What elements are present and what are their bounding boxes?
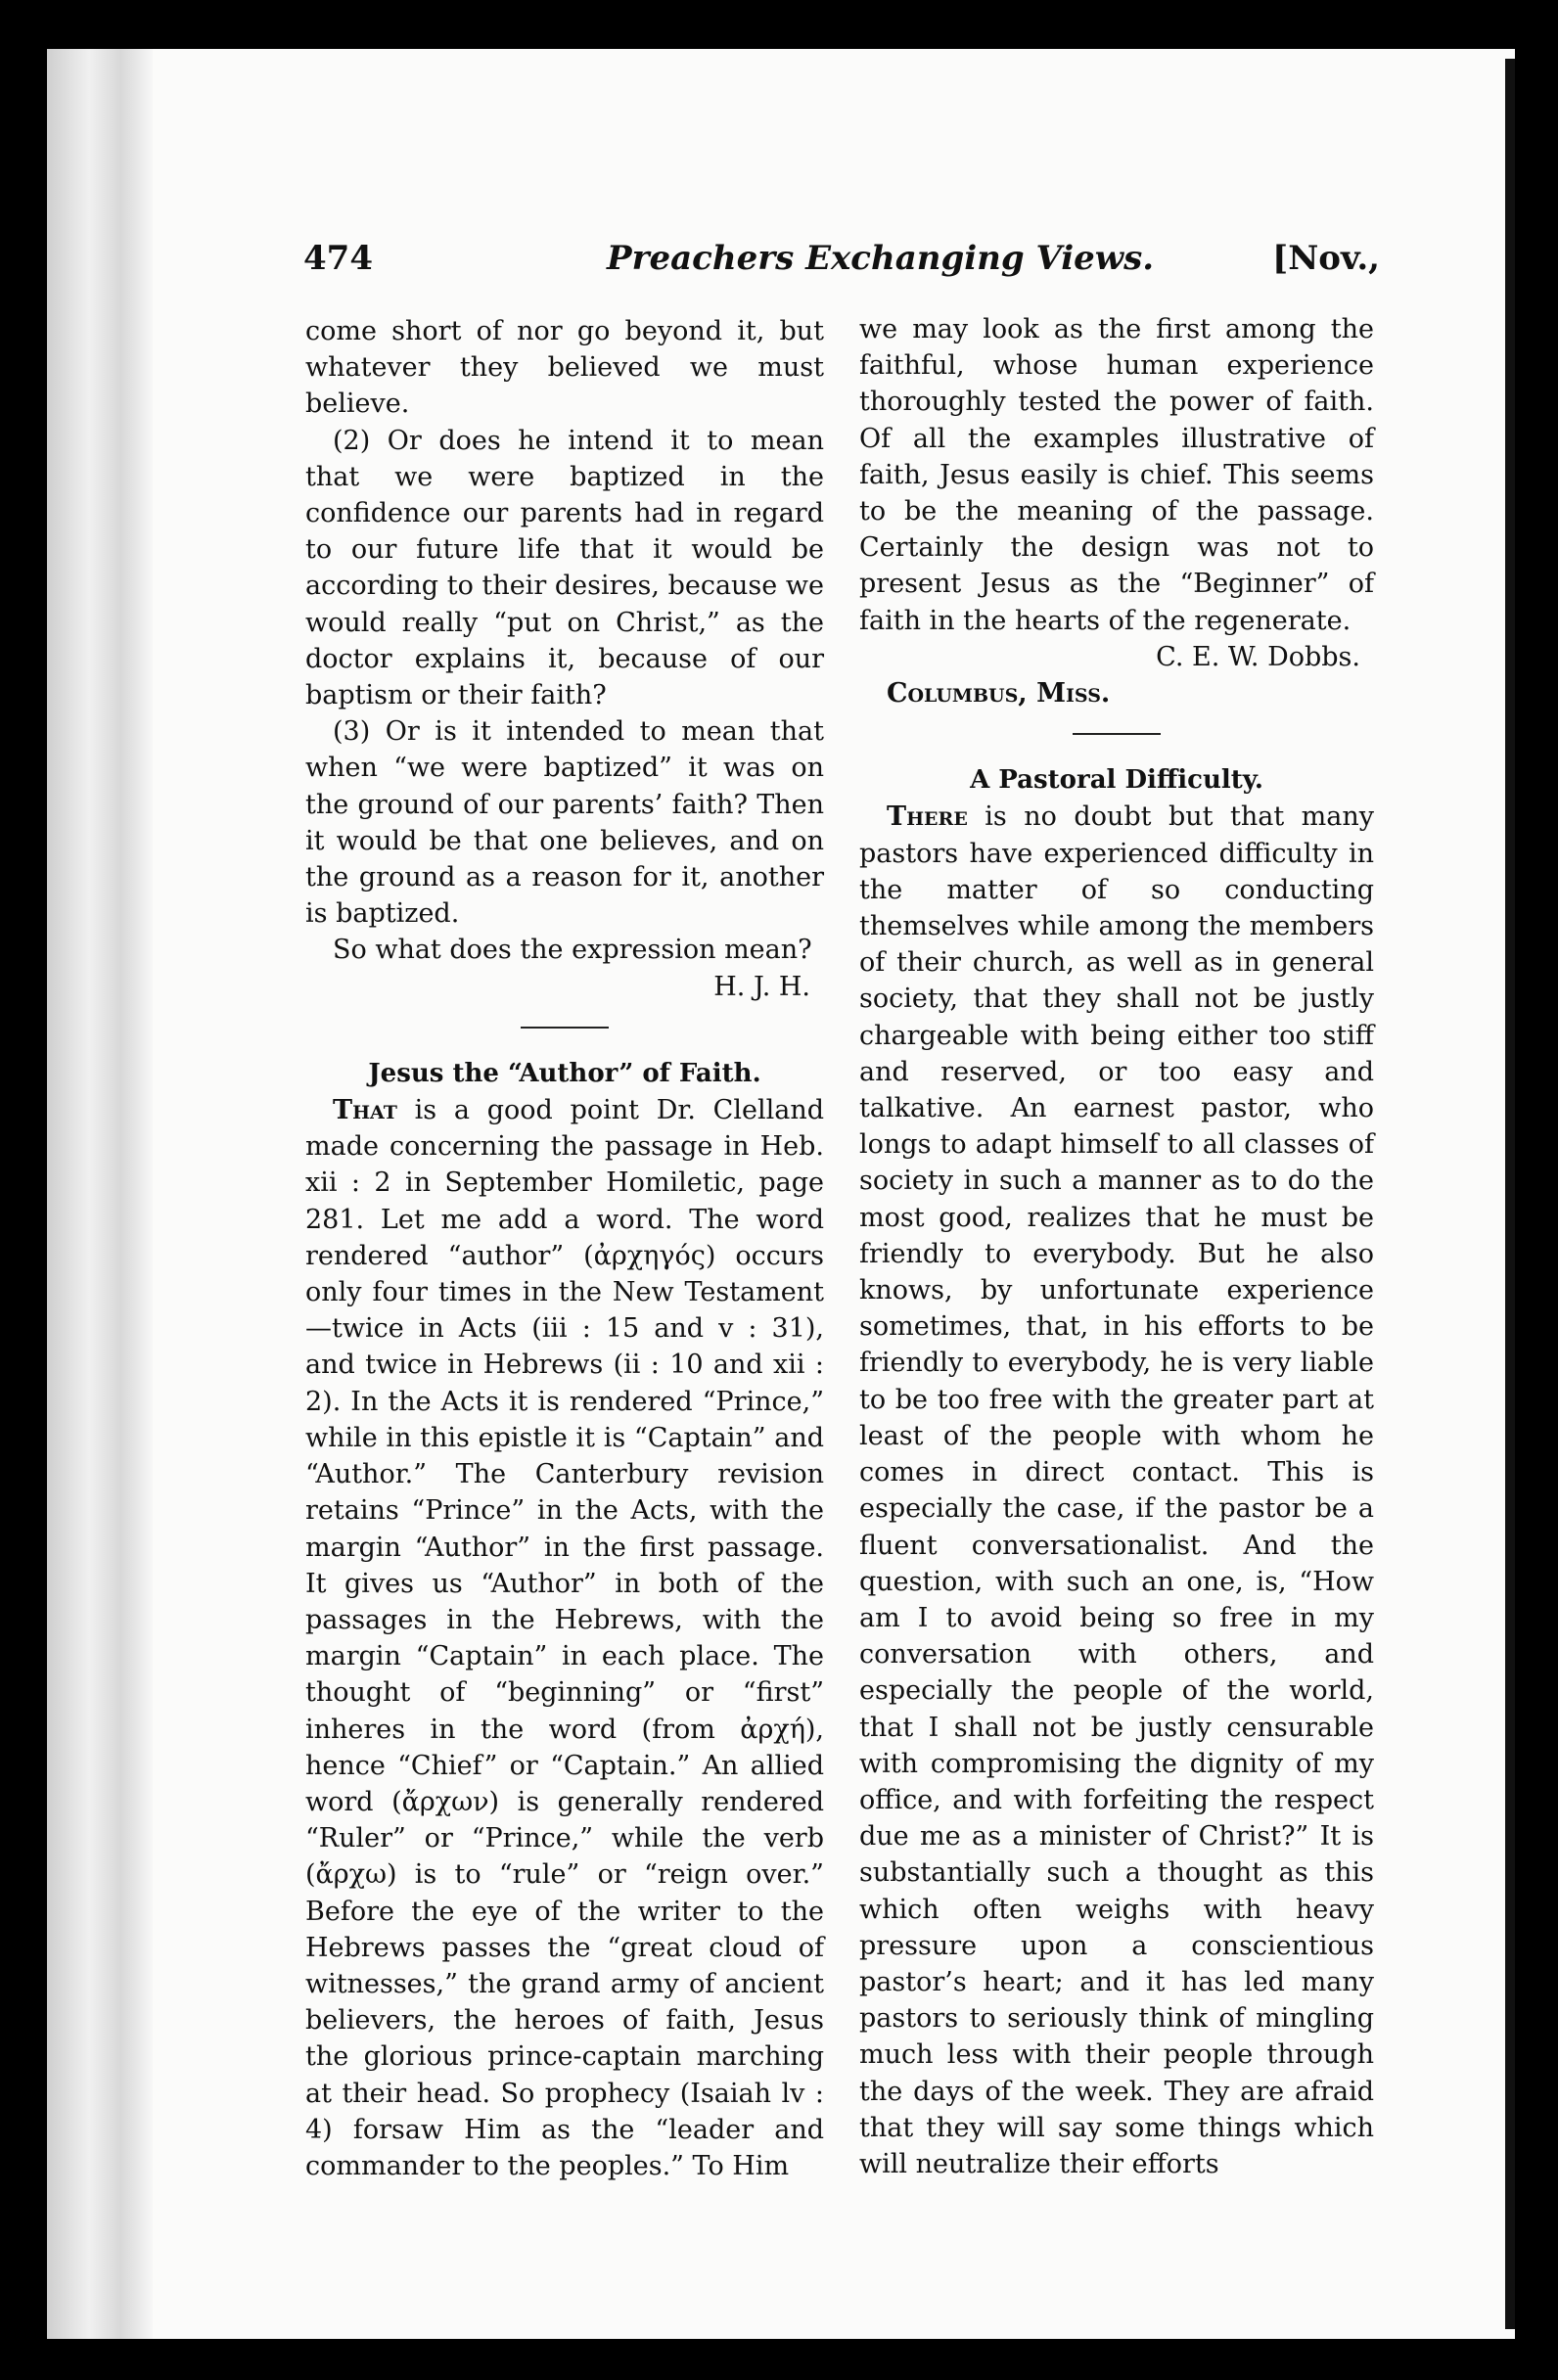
left-paragraph-2: (2) Or does he intend it to mean that we were baptized in the confidence our parents had in regard to our future life that it would be according to their desires, because we would really “put on Christ,” as the doctor explains it, because of our baptism or their faith? xyxy=(305,425,824,711)
right-paragraph-1: we may look as the first among the faithful, whose human experience thoroughly tested the power of faith. Of all the examples illustrative of faith, Jesus easily is chief. This seems to be the meaning of the passage. Certainly the design was not to present Jesus as the “Beginner” of faith in the hearts of the regenerate. xyxy=(859,314,1374,636)
running-header xyxy=(303,239,1380,288)
article-heading-author-of-faith: Jesus the “Author” of Faith. xyxy=(368,1058,761,1088)
article-body-author-of-faith xyxy=(305,1092,824,2184)
lead-word: There xyxy=(887,801,968,833)
article-text: is no doubt but that many pastors have experienced difficulty in the matter of so conducting themselves while among the members of their church, as well as in general society, that they shall not be justly chargeable with being either too stiff and reserved, or too easy and talkative. An earnest pastor, who longs to adapt himself to all classes of society in such a manner as to do the most good, realizes that he must be friendly to everybody. But he also knows, by unfortunate experience sometimes, that, in his efforts to be friendly to everybody, he is very liable to be too free with the greater part at least of the people with whom he comes in direct contact. This is especially the case, if the pastor be a fluent conversationalist. And the question, with such an one, is, “How am I to avoid being so free in my conversation with others, and especially the people of the world, that I shall not be justly censurable with compromising the dignity of my office, and with forfeiting the respect due me as a minister of Christ?” It is substantially such a thought as this which often weighs with heavy pressure upon a conscientious pastor’s heart; and it has led many pastors to seriously think of mingling much less with their people through the days of the week. They are afraid that they will say some things which will neutralize their efforts xyxy=(859,801,1374,2179)
signature-place: Columbus, Miss. xyxy=(887,678,1111,709)
article-body-pastoral-difficulty xyxy=(859,799,1374,2182)
right-column xyxy=(859,311,1374,2182)
article-text: is a good point Dr. Clelland made concerning the passage in Heb. xii : 2 in September Homiletic, page 281. Let me add a word. The word rendered “author” (ἀρχηγός) occurs only four times in the New Testament—twice in Acts (iii : 15 and v : 31), and twice in Hebrews (ii : 10 and xii : 2). In the Acts it is rendered “Prince,” while in this epistle it is “Captain” and “Author.” The Canterbury revision retains “Prince” in the Acts, with the margin “Author” in the first passage. It gives us “Author” in both of the passages in the Hebrews, with the margin “Captain” in each place. The thought of “beginning” or “first” inheres in the word (from ἀρχή), hence “Chief” or “Captain.” An allied word (ἄρχων) is generally rendered “Ruler” or “Prince,” while the verb (ἄρχω) is to “rule” or “reign over.” Before the eye of the writer to the Hebrews passes the “great cloud of witnesses,” the grand army of ancient believers, the heroes of faith, Jesus the glorious prince-captain marching at their head. So prophecy (Isaiah lv : 4) forsaw Him as the “leader and commander to the peoples.” To Him xyxy=(305,1095,824,2181)
page-number: 474 xyxy=(303,239,373,278)
page-edge-right xyxy=(1505,59,1515,2329)
left-paragraph-4: So what does the expression mean? xyxy=(333,935,812,966)
article-heading-pastoral-difficulty: A Pastoral Difficulty. xyxy=(970,765,1263,796)
signature-dobbs: C. E. W. Dobbs. xyxy=(1156,641,1360,672)
left-paragraph-3: (3) Or is it intended to mean that when “we were baptized” it was on the ground of our parents’ faith? Then it would be that one believes, and on the ground as a reason for it, another is baptized. xyxy=(305,716,824,930)
section-divider xyxy=(1073,733,1161,735)
page-edge-left xyxy=(47,49,153,2339)
section-divider xyxy=(521,1027,609,1029)
left-column xyxy=(305,313,824,2184)
lead-word: That xyxy=(333,1095,397,1126)
signature-hjh: H. J. H. xyxy=(713,971,810,1002)
running-title: Preachers Exchanging Views. xyxy=(607,239,1155,278)
left-paragraph-1: come short of nor go beyond it, but whatever they believed we must believe. xyxy=(305,316,824,420)
header-month: [Nov., xyxy=(1272,239,1380,278)
